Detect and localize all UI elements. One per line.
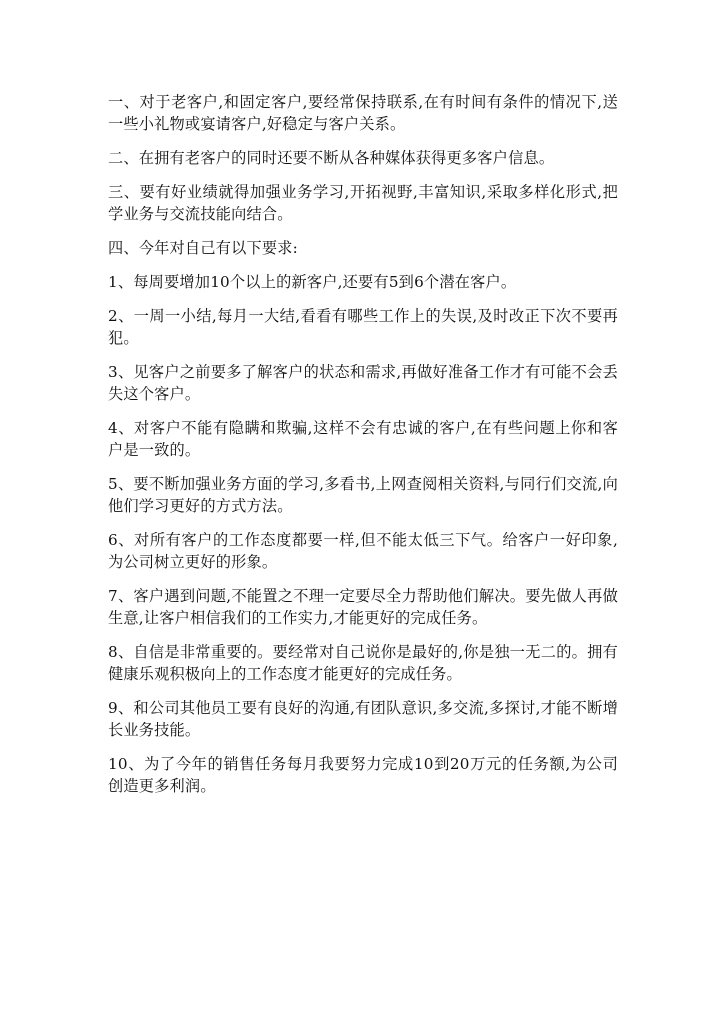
paragraph-intro-2: 二、在拥有老客户的同时还要不断从各种媒体获得更多客户信息。 bbox=[108, 149, 555, 167]
paragraph-intro-3: 三、要有好业绩就得加强业务学习,开拓视野,丰富知识,采取多样化形式,把学业务与交流技能向结合。 bbox=[108, 183, 618, 223]
list-item-4: 4、对客户不能有隐瞒和欺骗,这样不会有忠诚的客户,在有些问题上你和客户是一致的。 bbox=[108, 419, 618, 459]
paragraph-heading-requirements: 四、今年对自己有以下要求: bbox=[108, 239, 298, 257]
list-item-7: 7、客户遇到问题,不能置之不理一定要尽全力帮助他们解决。要先做人再做生意,让客户相信我们的工作实力,才能更好的完成任务。 bbox=[108, 587, 618, 627]
list-item-3: 3、见客户之前要多了解客户的状态和需求,再做好准备工作才有可能不会丢失这个客户。 bbox=[108, 363, 618, 403]
list-item-6: 6、对所有客户的工作态度都要一样,但不能太低三下气。给客户一好印象,为公司树立更好的形象。 bbox=[108, 531, 618, 571]
list-item-9: 9、和公司其他员工要有良好的沟通,有团队意识,多交流,多探讨,才能不断增长业务技能。 bbox=[108, 699, 618, 739]
document-page bbox=[108, 91, 618, 809]
list-item-2: 2、一周一小结,每月一大结,看看有哪些工作上的失误,及时改正下次不要再犯。 bbox=[108, 307, 618, 347]
list-item-8: 8、自信是非常重要的。要经常对自己说你是最好的,你是独一无二的。拥有健康乐观积极向上的工作态度才能更好的完成任务。 bbox=[108, 643, 618, 683]
list-item-1: 1、每周要增加10个以上的新客户,还要有5到6个潜在客户。 bbox=[108, 273, 517, 291]
list-item-5: 5、要不断加强业务方面的学习,多看书,上网查阅相关资料,与同行们交流,向他们学习更好的方式方法。 bbox=[108, 475, 618, 515]
list-item-10: 10、为了今年的销售任务每月我要努力完成10到20万元的任务额,为公司创造更多利润。 bbox=[108, 755, 618, 795]
paragraph-intro-1: 一、对于老客户,和固定客户,要经常保持联系,在有时间有条件的情况下,送一些小礼物或宴请客户,好稳定与客户关系。 bbox=[108, 93, 618, 133]
